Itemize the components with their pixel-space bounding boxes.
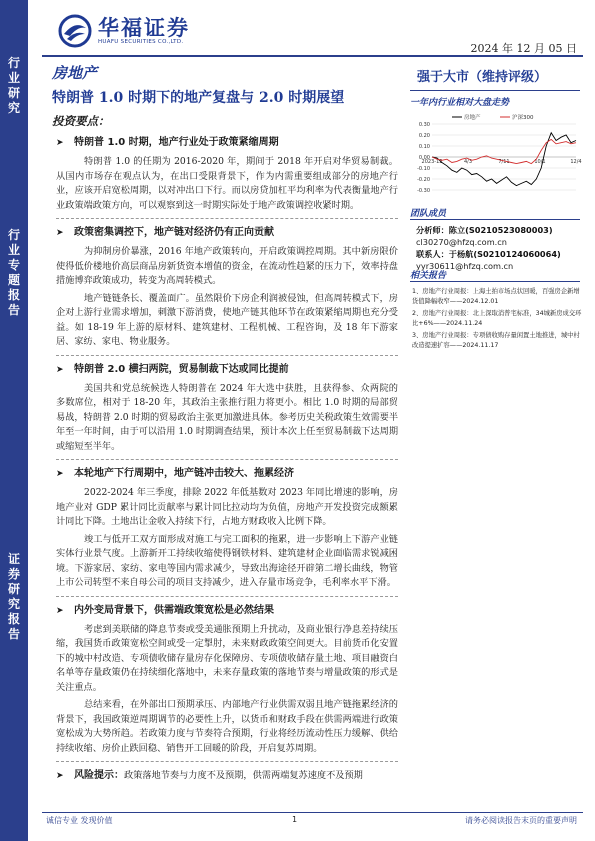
x-tick-label: 10/1 — [534, 159, 546, 165]
related-heading: 相关报告 — [410, 271, 447, 281]
x-tick-label: 4/3 — [463, 159, 473, 165]
section-3 — [56, 363, 398, 455]
section-heading: ➤ 内外变局背景下，供需端政策宽松是必然结果 — [56, 604, 398, 618]
team-member — [416, 224, 584, 236]
risk-warning — [56, 769, 398, 783]
team-heading: 团队成员 — [410, 209, 447, 219]
section-paragraph: 美国共和党总统候选人特朗普在 2024 年大选中获胜，且获得参、众两院的多数席位，相对于 18-20 年，其政治主张推行阻力将更小。相比 1.0 时期的局部贸易战，特朗普 2.0 时期的贸易政治主张更加激进具体。参考历史关税政策生效需要半年至一年时间，由于可以沿用 1.0 时期调查结果，预计本次上任至贸易制裁下达周期或缩短至半年。 — [56, 382, 399, 452]
member-role: 分析师： — [416, 225, 449, 235]
section-paragraph: 地产链链条长、覆盖面广。虽然限价下房企利润被侵蚀，但高周转模式下，房企对上游行业需求增加，刺激下游消费，使地产链其他环节在政策紧缩周期也充分受益。如 18-19 年上游的原材料、建筑建材、工程机械、工程咨询，及 18 年下游家居、家纺、家电、物业服务。 — [56, 292, 398, 347]
section-divider — [56, 459, 398, 460]
y-tick-label: 0.30 — [418, 122, 430, 128]
section-heading: ➤ 特朗普 1.0 时期，地产行业处于政策紧缩周期 — [56, 136, 398, 150]
page-number: 1 — [292, 815, 298, 824]
y-tick-label: 0.20 — [418, 133, 430, 139]
section-paragraph: 考虑到美联储的降息节奏或受美通胀预期上升扰动，及商业银行净息差持续压缩，我国货币政策宽松空间或受一定掣肘，未来财政政策空间更大。目前货币化安置下的城中村改造、专项债收储存量房存化保障房、专项债收储存量土地、项目融资白名单等存量政策仍在持续细化落地中，未来存量政策的落地节奏与增量政策的形式是关注重点。 — [56, 623, 398, 693]
section-heading: ➤ 政策密集调控下，地产链对经济仍有正向贡献 — [56, 226, 398, 240]
related-report-link[interactable]: 1、房地产行业周报：上海土拍市场点状回暖，百强房企新增货值降幅收窄——2024.12.01 — [412, 288, 580, 305]
section-paragraph: 2022-2024 年三季度，排除 2022 年低基数对 2023 年同比增速的影响，房地产业对 GDP 累计同比贡献率与累计同比拉动均为负值，房地产开发投资完成额累计同比下降。土地出让金收入持续下行，占地方财政收入比例下降。 — [56, 487, 398, 527]
x-tick-label: 12/4 — [570, 159, 582, 165]
risk-text: 政策落地节奏与力度不及预期，供需两端复苏速度不及预期 — [124, 770, 363, 781]
team-divider — [410, 219, 580, 220]
company-logo — [58, 12, 258, 50]
y-tick-label: -0.10 — [417, 166, 430, 172]
x-tick-label: 7/11 — [498, 159, 510, 165]
sector-name: 房地产 — [52, 64, 98, 82]
y-tick-label: -0.20 — [417, 177, 430, 183]
section-divider — [56, 761, 398, 762]
footer-divider — [42, 812, 583, 813]
related-reports — [412, 287, 582, 354]
legend-label: 沪深300 — [512, 115, 534, 121]
huafu-logo-icon — [58, 14, 92, 48]
section-2 — [56, 226, 398, 350]
section-paragraph: 总结来看，在外部出口预期承压、内部地产行业供需双弱且地产链拖累经济的背景下，我国政策逆周期调节的必要性上升，以货币和财政手段在供需两端进行政策宽松成为大势所趋。若政策力度与节奏符合预期，行业将经历流动性压力缓解、供给持续收缩、房价止跌回稳、销售开工回暖的阶段，开启复苏周期。 — [56, 699, 398, 754]
y-tick-label: -0.30 — [417, 188, 430, 194]
report-date: 2024 年 12 月 05 日 — [470, 42, 577, 55]
section-paragraph: 竣工与低开工双方面形成对施工与完工面积的拖累，进一步影响上下游产业链实体行业景气度。上游新开工持续收缩使得钢铁材料、建筑建材企业面临需求锐减困境。下游家居、家纺、家电等国内需求减少，导致出海途径开辟第二增长曲线，物管上市公司转型不来自母公司的项目支持减少，进入存量市场竞争，毛利率水平下滑。 — [56, 533, 398, 588]
footer-disclaimer: 请务必阅读报告末页的重要声明 — [465, 816, 577, 825]
footer-slogan: 诚信专业 发现价值 — [46, 816, 113, 825]
related-report-link[interactable]: 2、房地产行业周报：北上深取消普宅标准，34城新房成交环比+6%——2024.11.24 — [412, 310, 582, 327]
section-divider — [56, 218, 398, 219]
team-member — [416, 248, 584, 260]
member-role: 联系人： — [416, 249, 449, 259]
related-divider — [410, 281, 580, 282]
member-name: 于杨航(S0210124060064) — [448, 249, 561, 259]
section-1 — [56, 136, 398, 213]
member-email[interactable]: yyr30611@hfzq.com.cn — [416, 261, 514, 271]
member-name: 陈立(S0210523080003) — [448, 225, 553, 235]
section-4 — [56, 467, 398, 591]
member-email[interactable]: cl30270@hfzq.com.cn — [416, 237, 507, 247]
sidebar-label-industry-research: 行业研究 — [7, 56, 20, 115]
report-title: 特朗普 1.0 时期下的地产复盘与 2.0 时期展望 — [52, 90, 345, 106]
rating: 强于大市（维持评级） — [417, 70, 548, 85]
investment-points-label: 投资要点： — [52, 114, 110, 128]
sidebar-label-report-type: 行业专题报告 — [7, 228, 20, 317]
x-tick-label: 2023-12 — [421, 159, 443, 165]
team-members — [416, 224, 584, 272]
y-tick-label: 0.00 — [418, 155, 430, 161]
section-paragraph: 为抑制房价暴涨，2016 年地产政策转向，开启政策调控周期。其中新房限价使得低价楼地价高层商品房新货资本增值的资金，在流动性趋紧的压力下，效率持盘措施博弈政策成功，转变为高周转模式。 — [56, 246, 398, 286]
left-sidebar — [0, 0, 28, 841]
section-heading: ➤ 本轮地产下行周期中，地产链冲击较大、拖累经济 — [56, 467, 398, 481]
legend-label: 房地产 — [464, 115, 481, 121]
relative-performance-chart — [410, 112, 580, 200]
section-5 — [56, 604, 398, 757]
section-divider — [56, 596, 398, 597]
sidebar-label-securities-report: 证券研究报告 — [7, 552, 20, 641]
related-report-link[interactable]: 3、房地产行业周报：专项债收购存量闲置土地推进，城中村改造提速扩容——2024.11.17 — [412, 332, 580, 349]
risk-label: 风险提示： — [74, 770, 124, 781]
logo-cn-text: 华福证券 — [98, 15, 190, 40]
chart-heading: 一年内行业相对大盘走势 — [410, 98, 510, 108]
main-content — [56, 136, 398, 788]
section-paragraph: 特朗普 1.0 的任期为 2016-2020 年，期间于 2018 年开启对华贸易制裁。从国内市场存在观点认为，在出口受限背景下，作为内需重要组成部分的房地产行业，应该开启宽松周期，以对冲出口下行。而以房贷加杠平均利率为代表衡量地产行业政策端政策方向，可以观察到这一时期实际处于地产政策调控收紧时期。 — [56, 156, 398, 211]
section-heading: ➤ 特朗普 2.0 横扫两院，贸易制裁下达或同比提前 — [56, 363, 398, 377]
section-divider — [56, 355, 398, 356]
header-divider — [42, 55, 583, 57]
logo-en-text: HUAFU SECURITIES CO.,LTD. — [98, 39, 184, 45]
rating-divider — [410, 90, 580, 91]
y-tick-label: 0.10 — [418, 144, 430, 150]
